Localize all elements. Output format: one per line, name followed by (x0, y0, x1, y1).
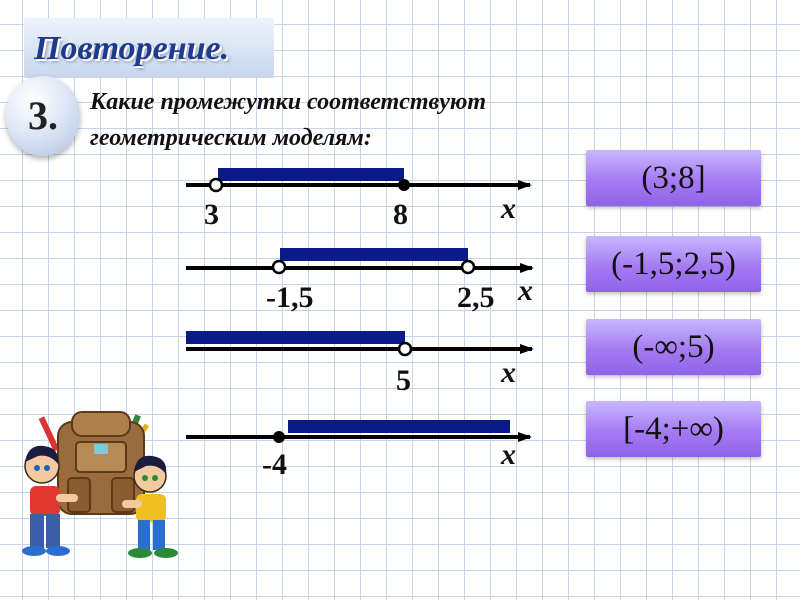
number-line-3 (186, 331, 532, 397)
page-title: Повторение. (34, 30, 230, 67)
open-point (399, 343, 411, 355)
answer-card-4[interactable]: [-4;+∞) (586, 401, 761, 457)
answer-card-3[interactable]: (-∞;5) (586, 319, 761, 375)
axis-label: x (518, 274, 533, 307)
number-line-2 (186, 248, 533, 314)
children-backpack-illustration (16, 408, 186, 568)
point-label: 8 (393, 198, 408, 231)
axis-label: x (501, 438, 516, 471)
open-point (210, 179, 222, 191)
axis-label: x (501, 192, 516, 225)
answer-card-1[interactable]: (3;8] (586, 150, 761, 206)
answer-card-2[interactable]: (-1,5;2,5) (586, 236, 761, 292)
axis-label: x (501, 356, 516, 389)
closed-point (398, 179, 410, 191)
open-point (462, 261, 474, 273)
number-line-4 (186, 420, 530, 481)
question-text: Какие промежутки соответствуют геометрическим моделям: (90, 89, 487, 151)
interval-bar (218, 168, 404, 181)
point-label: 2,5 (457, 281, 495, 314)
number-line-1 (186, 168, 530, 231)
closed-point (273, 431, 285, 443)
point-label: 5 (396, 364, 411, 397)
interval-bar (280, 248, 468, 261)
point-label: 3 (204, 198, 219, 231)
open-point (273, 261, 285, 273)
interval-bar (186, 331, 405, 344)
point-label: -1,5 (266, 281, 314, 314)
task-number: 3. (28, 93, 58, 138)
interval-bar (288, 420, 510, 433)
point-label: -4 (262, 448, 287, 481)
